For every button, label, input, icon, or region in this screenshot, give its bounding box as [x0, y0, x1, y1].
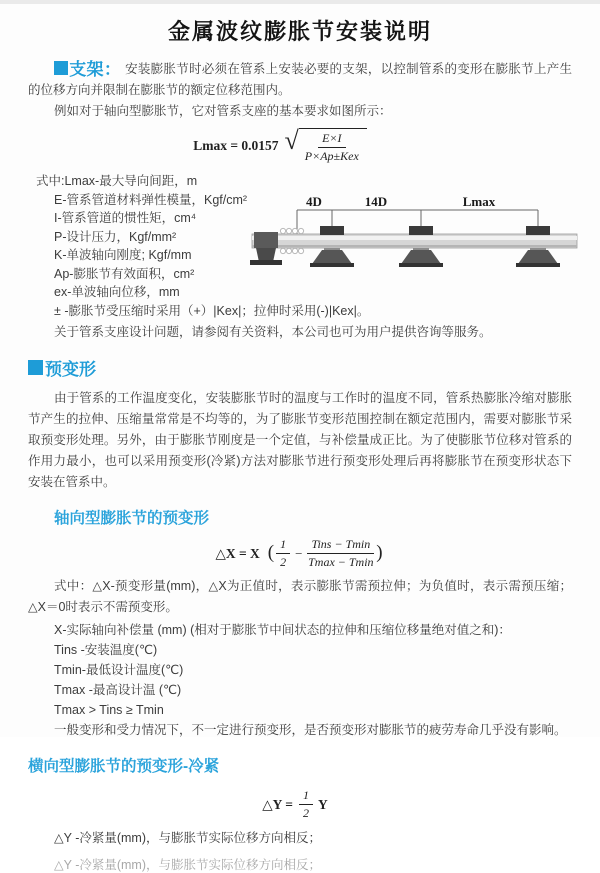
open-paren: ( — [267, 541, 275, 563]
minus-sign: − — [295, 545, 303, 561]
definition-item: E-管系管道材料弹性模量，Kgf/cm² — [54, 192, 248, 207]
lateral-definition-line: △Y -冷紧量(mm)，与膨胀节实际位移方向相反； — [54, 831, 322, 845]
axial-definition-item: Tmax -最高设计温 (℃) — [54, 683, 182, 697]
axial-subheading: 轴向型膨胀节的预变形 — [54, 510, 210, 527]
preform-paragraph: 由于管系的工作温度变化，安装膨胀节时的温度与工作时的温度不同，管系热膨胀冷缩对膨胀节产生的拉伸、压缩量常常是不均等的，为了膨胀节变形范围控制在额定范围内，需要对膨胀节采取预变形处理。另外，由于膨胀节刚度是一个定值，与补偿量成正比。为了使膨胀节位移对管系的作用力最小，也可以采用预变形(冷紧)方法对膨胀节进行预变形处理后再将膨胀节在预变形状态下安装在管系中。 — [28, 391, 572, 489]
close-paren: ) — [376, 541, 383, 563]
sqrt-radical — [285, 128, 367, 164]
blue-square-icon — [54, 61, 68, 75]
preform-section-heading — [28, 355, 572, 380]
half-denominator: 2 — [280, 555, 287, 569]
support-example-line: 例如对于轴向型膨胀节，它对管系支座的基本要求如图所示： — [54, 104, 392, 118]
half-numerator: 1 — [276, 537, 290, 554]
definition-item: I-管系管道的惯性矩，cm⁴ — [54, 211, 197, 225]
definition-item: ± -膨胀节受压缩时采用（+）|Kex|；拉伸时采用(-)|Kex|。 — [54, 303, 370, 318]
support-section-heading: 支架： — [69, 60, 122, 79]
diagram-label-lmax: Lmax — [462, 194, 496, 209]
lmax-formula-numerator: E×I — [318, 131, 345, 148]
diagram-label-4d: 4D — [306, 194, 322, 209]
axial-definition-item: Tmin-最低设计温度(℃) — [54, 663, 184, 677]
preform-heading-text: 预变形 — [45, 360, 96, 379]
axial-definition-item: Tmax > Tins ≥ Tmin — [54, 703, 164, 717]
blue-square-icon — [28, 360, 43, 375]
definition-item: P-设计压力，Kgf/mm² — [54, 229, 177, 244]
lmax-formula-denominator: P×Ap±Kex — [304, 149, 359, 163]
lateral-subheading: 横向型膨胀节的预变形-冷紧 — [28, 758, 220, 775]
definition-item: K-单波轴向刚度; Kgf/mm — [54, 248, 192, 262]
pipe-support-diagram — [242, 194, 594, 290]
lmax-formula-lhs: Lmax = 0.0157 — [193, 138, 279, 153]
lateral-formula — [18, 788, 572, 821]
anchor-support — [250, 232, 282, 265]
pipe — [252, 234, 577, 248]
clipped-bottom-line: △Y -冷紧量(mm)，与膨胀节实际位移方向相反； — [54, 858, 322, 872]
support-section-intro — [28, 59, 572, 101]
page-title: 金属波纹膨胀节安装说明 — [167, 19, 432, 44]
definition-item: ex-单波轴向位移，mm — [54, 285, 180, 299]
axial-definition-item: X-实际轴向补偿量 (mm) (相对于膨胀节中间状态的拉伸和压缩位移量绝对值之和)： — [54, 623, 511, 637]
definition-item: Ap-膨胀节有效面积，cm² — [54, 266, 195, 281]
lateral-half-numerator: 1 — [299, 788, 313, 805]
temp-frac-denominator: Tmax − Tmin — [308, 555, 374, 569]
axial-formula — [28, 537, 572, 570]
sqrt-symbol-icon: √ — [284, 126, 299, 155]
lateral-formula-lhs: △Y = — [262, 796, 293, 812]
axial-formula-lhs: △X = X — [215, 545, 260, 561]
lmax-formula — [0, 128, 572, 164]
support-intro-text: 安装膨胀节时必须在管系上安装必要的支架，以控制管系的变形在膨胀节上产生的位移方向并限制在膨胀节的额定位移范围内。 — [28, 62, 572, 97]
lateral-formula-rhs: Y — [317, 796, 328, 812]
support-note-line: 关于管系支座设计问题，请参阅有关资料，本公司也可为用户提供咨询等服务。 — [54, 325, 492, 339]
page-top-border — [0, 0, 600, 4]
axial-note-line: 一般变形和受力情况下，不一定进行预变形，是否预变形对膨胀节的疲劳寿命几乎没有影响。 — [54, 723, 567, 737]
lateral-half-denominator: 2 — [302, 806, 309, 820]
diagram-label-14d: 14D — [364, 194, 388, 209]
axial-definition-item: Tins -安装温度(℃) — [54, 643, 158, 657]
definition-item: 式中:Lmax-最大导向间距，m — [36, 174, 198, 188]
axial-definition-list — [28, 620, 572, 720]
axial-formula-explanation: 式中：△X-预变形量(mm)，△X为正值时，表示膨胀节需预拉伸；为负值时，表示需预压缩；△X＝0时表示不需预变形。 — [28, 579, 572, 614]
temp-frac-numerator: Tins − Tmin — [307, 537, 374, 554]
